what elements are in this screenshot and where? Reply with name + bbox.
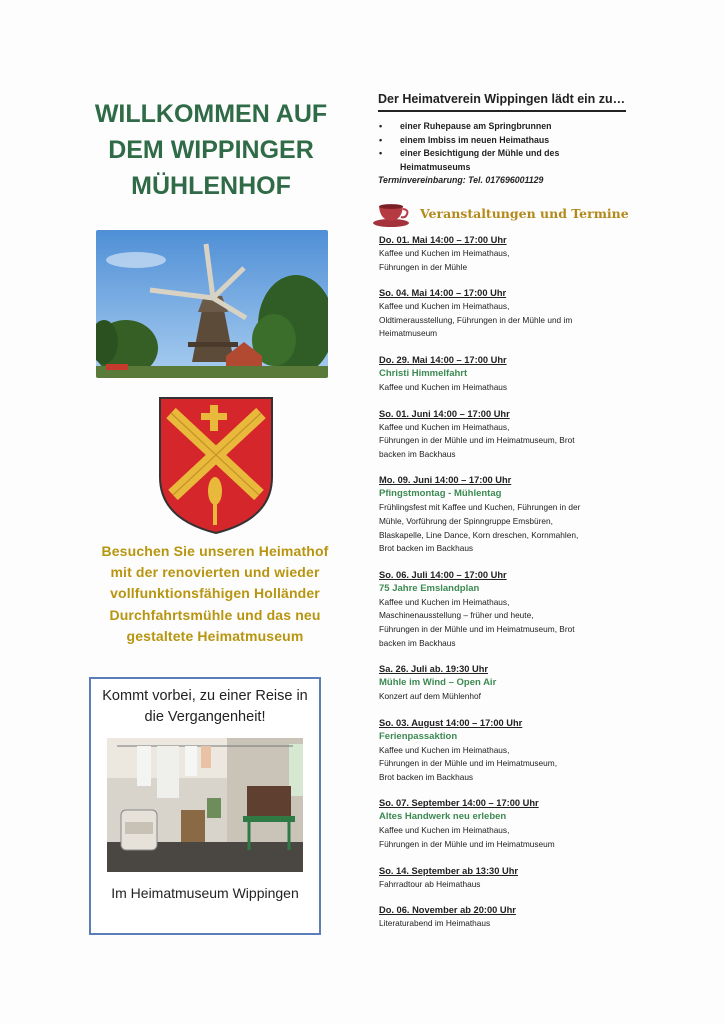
page-title [88,96,334,204]
invite-line: mit der renovierten und wieder [110,564,320,581]
event-description-line: Führungen in der Mühle [379,261,468,272]
title-line: MÜHLENHOF [131,172,291,200]
invitation-text [90,541,340,647]
event-description-line: Führungen in der Mühle und im Heimatmuseum [379,839,555,850]
offer-item: • einer Ruhepause am Springbrunnen [378,120,628,134]
event-description-line: Literaturabend im Heimathaus [379,918,491,929]
event-entry [379,662,627,704]
event-description-line: Führungen in der Mühle und im Heimatmuseum, Brot [379,435,575,446]
event-entry [379,473,627,555]
events-heading: Veranstaltungen und Termine [420,206,629,221]
event-date: Sa. 26. Juli ab. 19:30 Uhr [379,664,489,675]
heimatverein-heading: Der Heimatverein Wippingen lädt ein zu… [378,92,626,112]
event-description-line: Kaffee und Kuchen im Heimathaus, [379,744,510,755]
events-list [379,233,627,943]
event-entry [379,716,627,785]
event-description-line: Kaffee und Kuchen im Heimathaus, [379,825,510,836]
event-entry [379,903,627,931]
title-line: DEM WIPPINGER [108,136,314,164]
museum-caption: Im Heimatmuseum Wippingen [111,885,299,901]
event-description-line: Kaffee und Kuchen im Heimathaus, [379,596,510,607]
event-title: Mühle im Wind – Open Air [379,677,497,689]
event-title: Christi Himmelfahrt [379,367,468,379]
event-description-line: Frühlingsfest mit Kaffee und Kuchen, Führungen in der [379,502,581,513]
event-description-line: Heimatmuseum [379,328,438,339]
event-description-line: Konzert auf dem Mühlenhof [379,691,481,702]
event-description-line: Kaffee und Kuchen im Heimathaus, [379,301,510,312]
event-description-line: Mühle, Vorführung der Spinngruppe Emsbüren, [379,515,553,526]
box-heading-line: die Vergangenheit! [144,709,266,725]
event-date: Mo. 09. Juni 14:00 – 17:00 Uhr [379,475,512,486]
box-heading-line: Kommt vorbei, zu einer Reise in [102,688,308,704]
invite-line: Besuchen Sie unseren Heimathof [101,543,329,559]
invite-line: Durchfahrtsmühle und das neu [109,606,321,623]
invite-line: vollfunktionsfähigen Holländer [110,585,320,602]
event-date: Do. 01. Mai 14:00 – 17:00 Uhr [379,235,507,245]
event-description-line: Kaffee und Kuchen im Heimathaus [379,381,508,392]
offer-list [378,120,628,174]
coat-of-arms [157,395,275,535]
event-description-line: Fahrradtour ab Heimathaus [379,878,481,889]
event-entry [379,286,627,341]
event-date: So. 01. Juni 14:00 – 17:00 Uhr [379,408,510,419]
event-description-line: Maschinenausstellung – früher und heute, [379,610,534,621]
event-entry [379,568,627,650]
offer-item: • einem Imbiss im neuen Heimathaus [378,134,628,148]
event-description-line: Führungen in der Mühle und im Heimatmuseum, Brot [379,623,575,634]
event-description-line: Blaskapelle, Line Dance, Korn dreschen, Kornmahlen, [379,529,579,540]
windmill-photo [96,230,328,378]
event-title: 75 Jahre Emslandplan [379,582,480,594]
invite-line: gestaltete Heimatmuseum [126,627,304,644]
event-date: So. 03. August 14:00 – 17:00 Uhr [379,717,523,728]
museum-photo [107,738,303,872]
coffee-cup-icon [372,202,412,233]
museum-box [89,677,321,935]
event-date: So. 07. September 14:00 – 17:00 Uhr [379,798,539,809]
event-date: Do. 29. Mai 14:00 – 17:00 Uhr [379,354,507,365]
offer-item: • einer Besichtigung der Mühle und des Heimatmuseums [378,147,570,174]
event-description-line: Führungen in der Mühle und im Heimatmuseum, [379,758,558,769]
event-date: So. 04. Mai 14:00 – 17:00 Uhr [379,288,507,299]
event-entry [379,353,627,395]
museum-box-heading [91,686,319,728]
event-date: Do. 06. November ab 20:00 Uhr [379,905,516,916]
event-description-line: Kaffee und Kuchen im Heimathaus, [379,421,510,432]
left-column [88,96,334,204]
event-description-line: backen im Backhaus [379,637,456,648]
event-date: So. 06. Juli 14:00 – 17:00 Uhr [379,569,507,580]
event-title: Pfingstmontag - Mühlentag [379,488,502,500]
event-entry [379,407,627,462]
event-entry [379,233,627,274]
event-description-line: Kaffee und Kuchen im Heimathaus, [379,248,510,258]
event-title: Altes Handwerk neu erleben [379,811,507,823]
event-date: So. 14. September ab 13:30 Uhr [379,865,518,876]
event-description-line: backen im Backhaus [379,448,456,459]
events-header [372,200,632,230]
event-title: Ferienpassaktion [379,730,458,742]
right-column [378,92,628,185]
event-entry [379,796,627,851]
event-description-line: Brot backen im Backhaus [379,543,474,554]
title-line: WILLKOMMEN AUF [94,100,328,128]
event-entry [379,864,627,892]
event-description-line: Oldtimerausstellung, Führungen in der Mühle und im [379,314,573,325]
appointment-phone: Terminvereinbarung: Tel. 017696001129 [378,175,544,185]
event-description-line: Brot backen im Backhaus [379,771,474,782]
